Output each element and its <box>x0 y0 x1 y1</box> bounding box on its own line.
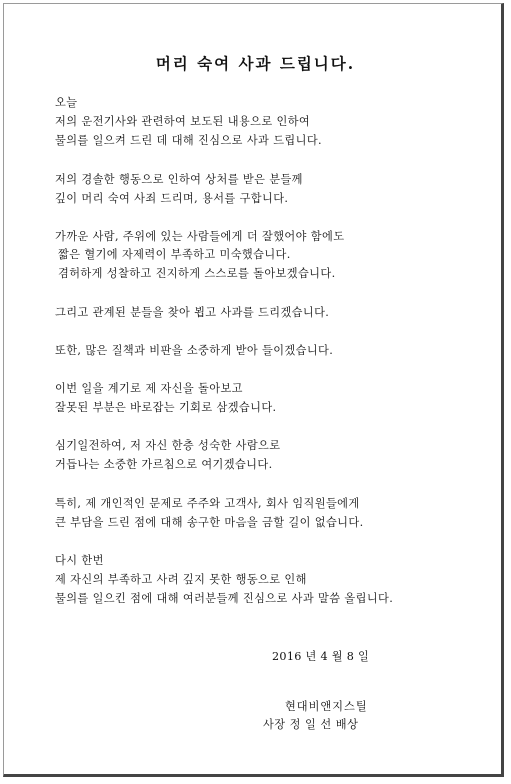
paragraph-6-line-1: 이번 일을 계기로 제 자신을 돌아보고 <box>55 382 243 395</box>
document-date: 2016 년 4 월 8 일 <box>272 650 370 663</box>
paragraph-7-line-1: 심기일전하여, 저 자신 한층 성숙한 사람으로 <box>55 439 281 452</box>
paragraph-9-line-1: 다시 한번 <box>55 554 104 567</box>
document-title: 머리 숙여 사과 드립니다. <box>155 54 356 73</box>
paragraph-2-line-1: 저의 경솔한 행동으로 인하여 상처를 받은 분들께 <box>55 173 303 186</box>
paragraph-2-line-2: 깊이 머리 숙여 사죄 드리며, 용서를 구합니다. <box>55 192 289 205</box>
company-name: 현대비앤지스틸 <box>285 700 368 713</box>
paragraph-8-line-1: 특히, 제 개인적인 문제로 주주와 고객사, 회사 임직원들에게 <box>55 497 360 510</box>
paragraph-3-line-2: 짧은 혈기에 자제력이 부족하고 미숙했습니다. <box>58 248 291 261</box>
paragraph-3-line-3: 겸허하게 성찰하고 진지하게 스스로를 돌아보겠습니다. <box>58 267 336 280</box>
paragraph-3-line-1: 가까운 사람, 주위에 있는 사람들에게 더 잘했어야 함에도 <box>55 230 345 243</box>
paragraph-4-line-1: 그리고 관계된 분들을 찾아 뵙고 사과를 드리겠습니다. <box>55 306 330 319</box>
paragraph-9-line-3: 물의를 일으킨 점에 대해 여러분들께 진심으로 사과 말씀 올립니다. <box>55 592 394 605</box>
paragraph-1-line-2: 저의 운전기사와 관련하여 보도된 내용으로 인하여 <box>55 115 311 128</box>
signer-line: 사장 정 일 선 배상 <box>263 718 359 731</box>
paragraph-6-line-2: 잘못된 부분은 바로잡는 기회로 삼겠습니다. <box>55 401 277 414</box>
paragraph-9-line-2: 제 자신의 부족하고 사려 깊지 못한 행동으로 인해 <box>55 573 307 586</box>
paragraph-8-line-2: 큰 부담을 드린 점에 대해 송구한 마음을 금할 길이 없습니다. <box>55 516 364 529</box>
paragraph-1-line-3: 물의를 일으켜 드린 데 대해 진심으로 사과 드립니다. <box>55 134 322 147</box>
paragraph-1-line-1: 오늘 <box>55 96 78 109</box>
paragraph-5-line-1: 또한, 많은 질책과 비판을 소중하게 받아 들이겠습니다. <box>55 344 334 357</box>
paragraph-7-line-2: 거듭나는 소중한 가르침으로 여기겠습니다. <box>55 458 273 471</box>
